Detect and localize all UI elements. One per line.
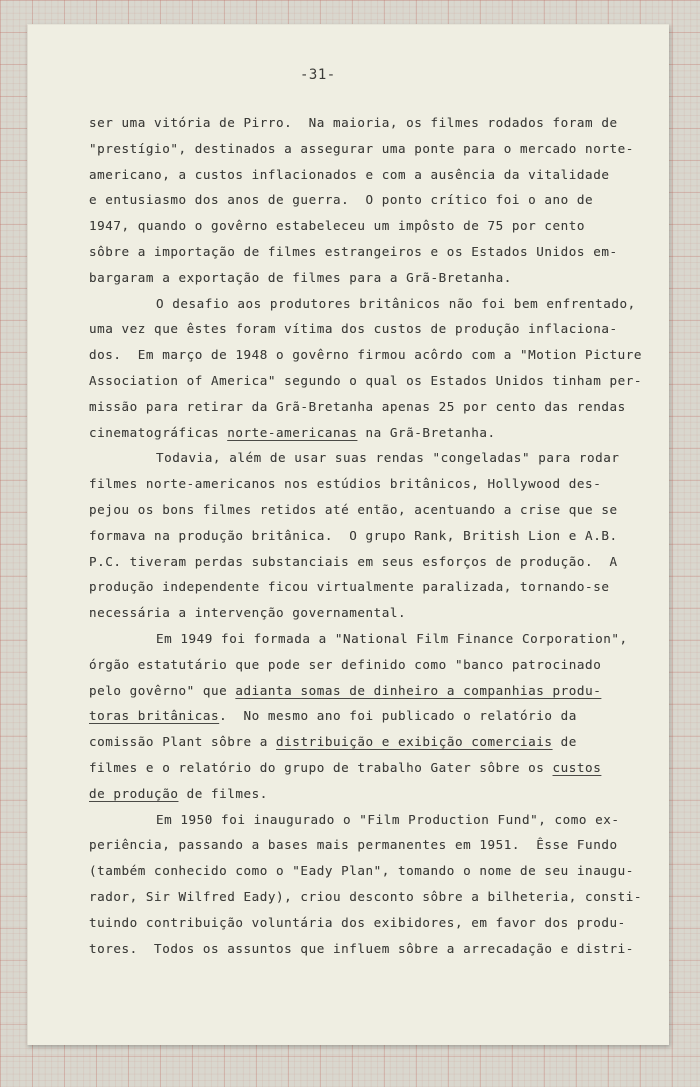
body-text: [89, 110, 664, 961]
text-line: produção independente ficou virtualmente paralizada, tornando-se: [89, 579, 610, 595]
paragraph: [89, 110, 664, 291]
text-line: bargaram a exportação de filmes para a Grã-Bretanha.: [89, 269, 512, 285]
text-line: missão para retirar da Grã-Bretanha apenas 25 por cento das rendas: [89, 398, 626, 414]
underlined-phrase: adianta somas de dinheiro a companhias produ-: [235, 682, 602, 698]
text-line: rador, Sir Wilfred Eady), criou desconto sôbre a bilheteria, consti-: [89, 888, 642, 904]
text-line: necessária a intervenção governamental.: [89, 605, 407, 621]
text-line: comissão Plant sôbre a distribuição e exibição comerciais de: [89, 734, 577, 750]
text-line: Todavia, além de usar suas rendas "congeladas" para rodar: [156, 450, 620, 466]
text-line: Em 1950 foi inaugurado o "Film Production Fund", como ex-: [156, 811, 620, 827]
text-line: (também conhecido como o "Eady Plan", tomando o nome de seu inaugu-: [89, 863, 634, 879]
text-line: Association of America" segundo o qual os Estados Unidos tinham per-: [89, 372, 642, 388]
text-line: ser uma vitória de Pirro. Na maioria, os filmes rodados foram de: [89, 115, 618, 130]
underlined-phrase: de produção: [89, 785, 179, 801]
paragraph: [89, 291, 664, 446]
paragraph: [89, 626, 664, 807]
text-line: cinematográficas norte-americanas na Grã-Bretanha.: [89, 424, 496, 440]
underlined-phrase: custos: [552, 759, 602, 775]
text-line: formava na produção britânica. O grupo Rank, British Lion e A.B.: [89, 527, 618, 543]
text-line: americano, a custos inflacionados e com a ausência da vitalidade: [89, 166, 610, 182]
text-line: filmes norte-americanos nos estúdios britânicos, Hollywood des-: [89, 476, 602, 492]
page-number: -31-: [300, 67, 336, 83]
text-line: filmes e o relatório do grupo de trabalho Gater sôbre os custos: [89, 759, 602, 775]
text-line: dos. Em março de 1948 o govêrno firmou acôrdo com a "Motion Picture: [89, 347, 642, 363]
text-line: 1947, quando o govêrno estabeleceu um impôsto de 75 por cento: [89, 218, 586, 234]
underlined-phrase: toras britânicas: [89, 708, 220, 724]
text-line: pelo govêrno" que adianta somas de dinheiro a companhias produ-: [89, 682, 602, 698]
text-line: e entusiasmo dos anos de guerra. O ponto crítico foi o ano de: [89, 192, 594, 208]
underlined-phrase: distribuição e exibição comerciais: [276, 734, 553, 750]
text-line: uma vez que êstes foram vítima dos custos de produção inflaciona-: [89, 321, 618, 337]
text-line: tores. Todos os assuntos que influem sôbre a arrecadação e distri-: [89, 940, 634, 956]
paragraph: [89, 445, 664, 626]
paragraph: [89, 807, 664, 962]
text-line: toras britânicas. No mesmo ano foi publicado o relatório da: [89, 708, 577, 724]
text-line: P.C. tiveram perdas substanciais em seus esforços de produção. A: [89, 553, 618, 569]
text-line: periência, passando a bases mais permanentes em 1951. Êsse Fundo: [89, 837, 618, 853]
text-line: sôbre a importação de filmes estrangeiros e os Estados Unidos em-: [89, 243, 618, 259]
text-line: O desafio aos produtores britânicos não foi bem enfrentado,: [156, 295, 636, 311]
text-line: pejou os bons filmes retidos até então, acentuando a crise que se: [89, 501, 618, 517]
text-line: "prestígio", destinados a assegurar uma ponte para o mercado norte-: [89, 140, 634, 156]
text-line: órgão estatutário que pode ser definido como "banco patrocinado: [89, 656, 602, 672]
text-line: tuindo contribuição voluntária dos exibidores, em favor dos produ-: [89, 914, 626, 930]
text-line: de produção de filmes.: [89, 785, 268, 801]
underlined-phrase: norte-americanas: [227, 424, 358, 440]
text-line: Em 1949 foi formada a "National Film Finance Corporation",: [156, 630, 628, 646]
